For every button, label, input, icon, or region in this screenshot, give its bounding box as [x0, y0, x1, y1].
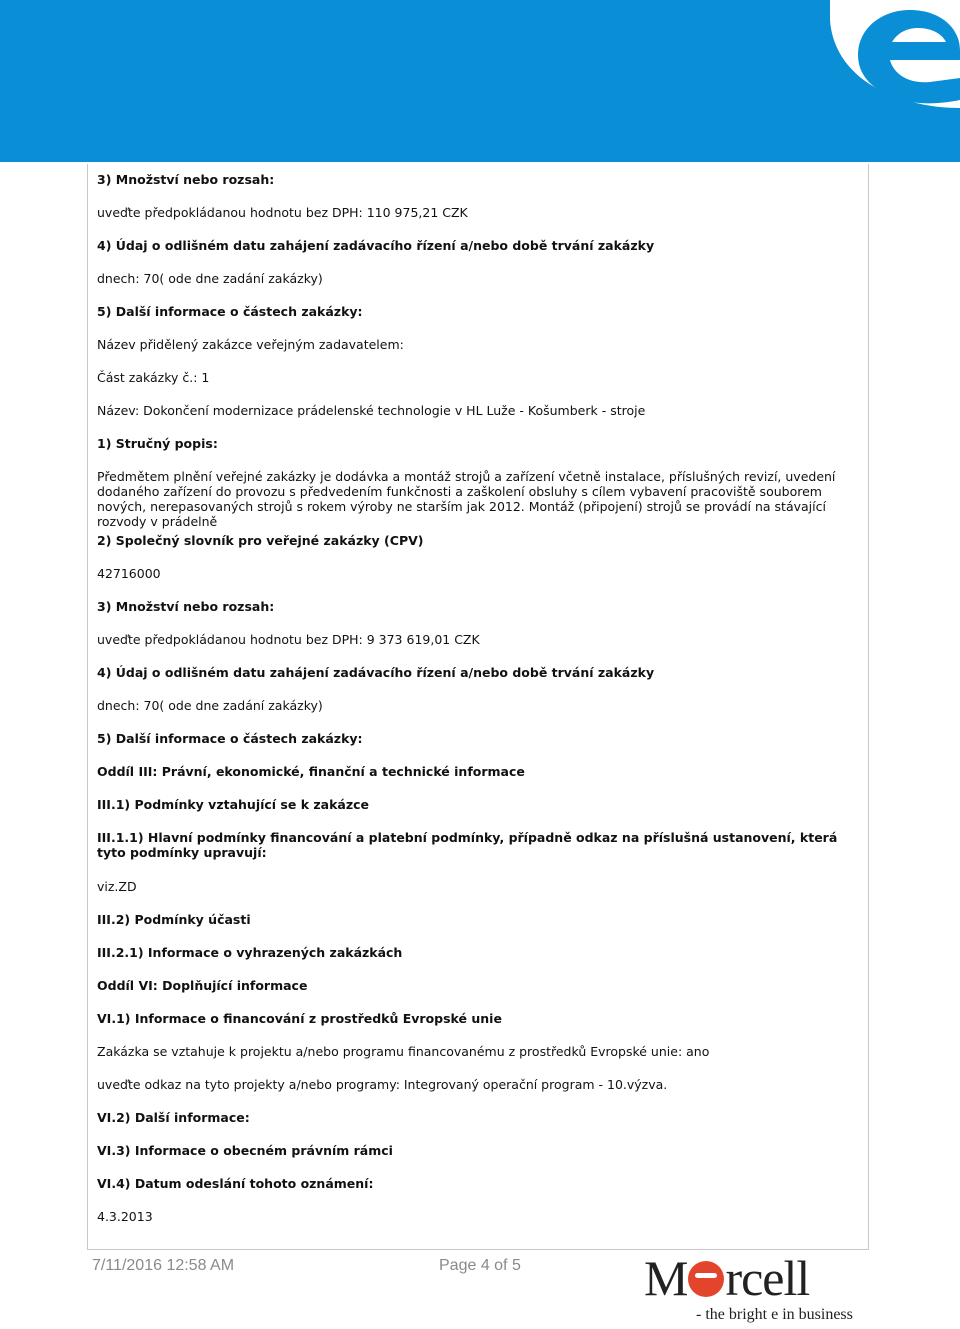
document-line: viz.ZD: [97, 879, 137, 894]
document-line: III.1) Podmínky vztahující se k zakázce: [97, 797, 369, 812]
page-frame-right: [868, 164, 869, 1249]
document-line: 42716000: [97, 566, 161, 581]
document-line: III.2.1) Informace o vyhrazených zakázkách: [97, 945, 403, 960]
footer-datetime: 7/11/2016 12:58 AM: [92, 1257, 235, 1274]
document-line: uveďte předpokládanou hodnotu bez DPH: 110 975,21 CZK: [97, 205, 468, 220]
document-line: 5) Další informace o částech zakázky:: [97, 304, 363, 319]
document-line: Předmětem plnění veřejné zakázky je dodávka a montáž strojů a zařízení včetně instalace, příslušných revizí, uvedení dodaného zařízení do provozu s předvedením funkčnosti a zaškolení obsluhy s cílem vybavení pracoviště souborem nových, nerepasovaných strojů s rokem výroby ne starším jak 2012. Montáž (připojení) strojů se provádí na stávající rozvody v prádelně: [97, 469, 840, 529]
document-line: dnech: 70( ode dne zadání zakázky): [97, 271, 323, 286]
logo-e-icon: [688, 1261, 724, 1297]
document-line: 3) Množství nebo rozsah:: [97, 599, 275, 614]
document-line: uveďte předpokládanou hodnotu bez DPH: 9 373 619,01 CZK: [97, 632, 480, 647]
document-line: Oddíl VI: Doplňující informace: [97, 978, 308, 993]
document-line: 1) Stručný popis:: [97, 436, 218, 451]
document-line: 3) Množství nebo rozsah:: [97, 172, 275, 187]
document-line: uveďte odkaz na tyto projekty a/nebo programy: Integrovaný operační program - 10.výzva.: [97, 1077, 668, 1092]
document-line: Zakázka se vztahuje k projektu a/nebo programu financovanému z prostředků Evropské unie: ano: [97, 1044, 710, 1059]
footer-page-number: Page 4 of 5: [439, 1257, 521, 1274]
page-frame-left: [87, 164, 88, 1249]
document-line: VI.2) Další informace:: [97, 1110, 250, 1125]
document-line: 4.3.2013: [97, 1209, 153, 1224]
document-line: III.2) Podmínky účasti: [97, 912, 251, 927]
document-line: VI.4) Datum odeslání tohoto oznámení:: [97, 1176, 374, 1191]
document-line: dnech: 70( ode dne zadání zakázky): [97, 698, 323, 713]
mercell-logo: [644, 1252, 869, 1328]
document-line: Oddíl III: Právní, ekonomické, finanční a technické informace: [97, 764, 525, 779]
document-line: III.1.1) Hlavní podmínky financování a platební podmínky, případně odkaz na příslušná ustanovení, která tyto podmínky upravují:: [97, 830, 842, 860]
logo-wordmark: M rcell: [644, 1250, 810, 1306]
document-line: Část zakázky č.: 1: [97, 370, 210, 385]
logo-tagline: - the bright e in business: [696, 1306, 853, 1323]
header-banner: [0, 0, 960, 162]
document-line: 4) Údaj o odlišném datu zahájení zadávacího řízení a/nebo době trvání zakázky: [97, 238, 655, 253]
header-logo-mark-icon: [0, 0, 960, 162]
document-line: Název: Dokončení modernizace prádelenské technologie v HL Luže - Košumberk - stroje: [97, 403, 646, 418]
document-line: VI.3) Informace o obecném právním rámci: [97, 1143, 393, 1158]
document-line: VI.1) Informace o financování z prostředků Evropské unie: [97, 1011, 502, 1026]
document-line: 2) Společný slovník pro veřejné zakázky (CPV): [97, 533, 424, 548]
document-line: 5) Další informace o částech zakázky:: [97, 731, 363, 746]
document-line: 4) Údaj o odlišném datu zahájení zadávacího řízení a/nebo době trvání zakázky: [97, 665, 655, 680]
document-line: Název přidělený zakázce veřejným zadavatelem:: [97, 337, 404, 352]
